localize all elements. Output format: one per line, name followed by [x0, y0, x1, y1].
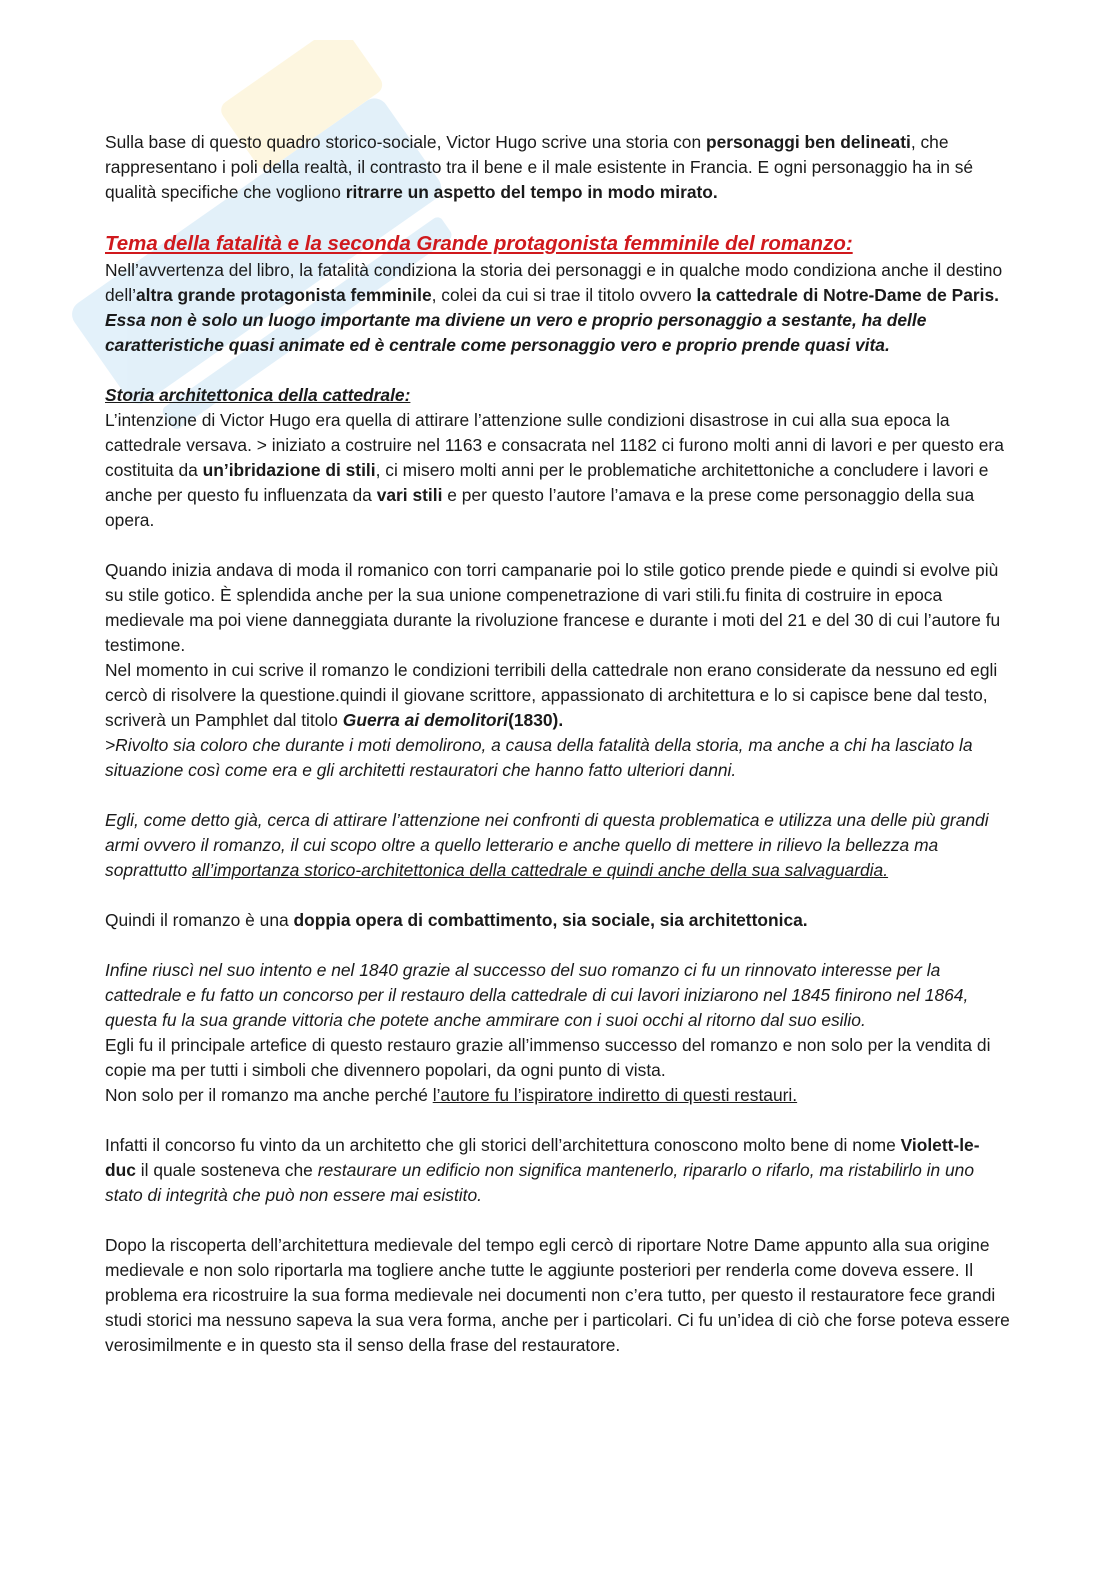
underlined-run: l’autore fu l’ispiratore indiretto di questi restauri.	[432, 1085, 798, 1105]
italic-run: >Rivolto sia coloro che durante i moti demolirono, a causa della fatalità della storia, ma anche a chi ha lasciato la situazione così come era e gli architetti restauratori che hanno fatto ulteriori danni.	[105, 735, 973, 780]
text-run: L’intenzione di Victor Hugo era quella di attirare l’attenzione sulle condizioni disastrose in cui alla sua epoca la cattedrale versava. > iniziato a costruire nel 1163 e consacrata nel 1182 ci furono molti anni di lavori e per questo era costituita da	[105, 410, 1004, 480]
italic-run: Infine riuscì nel suo intento e nel 1840 grazie al successo del suo romanzo ci fu un rinnovato interesse per la cattedrale e fu fatto un concorso per il restauro della cattedrale di cui lavori iniziarono nel 1845 finirono nel 1864, questa fu la sua grande vittoria che potete anche ammirare con i suoi occhi al ritorno dal suo esilio.	[105, 960, 969, 1030]
bold-run: un’ibridazione di stili	[202, 460, 376, 480]
paragraph-riscoperta	[105, 1233, 1010, 1358]
text-run: Sulla base di questo quadro storico-sociale, Victor Hugo scrive una storia con	[105, 132, 706, 152]
bold-run: ritrarre un aspetto del tempo in modo mirato.	[345, 182, 718, 202]
underlined-run: all’importanza storico-architettonica della cattedrale e quindi anche della sua salvaguardia.	[192, 860, 889, 880]
bold-run: vari stili	[376, 485, 443, 505]
section-heading-fatalita: Tema della fatalità e la seconda Grande protagonista femminile del romanzo:	[105, 232, 853, 255]
text-run: Egli fu il principale artefice di questo restauro grazie all’immenso successo del romanzo e non solo per la vendita di copie ma per tutti i simboli che divennero popolari, da ogni punto di vista.	[105, 1035, 991, 1080]
text-run: Dopo la riscoperta dell’architettura medievale del tempo egli cercò di riportare Notre Dame appunto alla sua origine medievale e non solo riportarla ma togliere anche tutte le aggiunte posteriori per renderla come doveva essere. Il problema era ricostruire la sua forma medievale nei documenti non c’era tutto, per questo il restauratore fece grandi studi storici ma nessuno sapeva la sua vera forma, anche per i particolari. Ci fu un’idea di ciò che forse poteva essere verosimilmente e in questo sta il senso della frase del restauratore.	[105, 1235, 1010, 1355]
paragraph-intro	[105, 130, 1010, 205]
text-run: Non solo per il romanzo ma anche perché	[105, 1085, 433, 1105]
document-page	[105, 130, 1010, 1358]
text-run: Infatti il concorso fu vinto da un architetto che gli storici dell’architettura conoscono molto bene di nome	[105, 1135, 901, 1155]
italic-run: restaurare un edificio non significa mantenerlo, ripararlo o rifarlo, ma ristabilirlo in uno stato di integrità che può non essere mai esistito.	[105, 1160, 975, 1205]
text-run: e per questo l’autore l’amava e la prese come personaggio della sua opera.	[105, 485, 975, 530]
paragraph-fatalita	[105, 258, 1010, 358]
paragraph-doppia-opera	[105, 908, 1010, 933]
italic-run: Egli, come detto già, cerca di attirare l’attenzione nei confronti di questa problematica e utilizza una delle più grandi armi ovvero il romanzo, il cui scopo oltre a quello letterario e anche quello di mettere in rilievo la bellezza ma soprattutto	[105, 810, 989, 880]
text-run: il quale sosteneva che	[135, 1160, 318, 1180]
text-run: Nel momento in cui scrive il romanzo le condizioni terribili della cattedrale non erano considerate da nessuno ed egli cercò di risolvere la questione.quindi il giovane scrittore, appassionato di architettura e lo si capisce bene dal testo, scriverà un Pamphlet dal titolo	[105, 660, 998, 730]
paragraph-restauro	[105, 958, 1010, 1108]
paragraph-storia	[105, 408, 1010, 533]
text-run: , ci misero molti anni per le problematiche architettoniche a concludere i lavori e anche per questo fu influenzata da	[105, 460, 989, 505]
bold-run: personaggi ben delineati	[705, 132, 911, 152]
paragraph-romanico	[105, 558, 1010, 783]
text-run: Quindi il romanzo è una	[105, 910, 294, 930]
bold-run: (1830).	[508, 710, 564, 730]
bold-run: doppia opera di combattimento, sia sociale, sia architettonica.	[293, 910, 808, 930]
bold-run: la cattedrale di Notre-Dame de Paris.	[696, 285, 1000, 305]
bold-run: Violett-le-duc	[105, 1135, 980, 1180]
text-run: , colei da cui si trae il titolo ovvero	[431, 285, 697, 305]
bold-run: altra grande protagonista femminile	[135, 285, 432, 305]
paragraph-violett-le-duc	[105, 1133, 1010, 1208]
text-run: Quando inizia andava di moda il romanico con torri campanarie poi lo stile gotico prende piede e quindi si evolve più su stile gotico. È splendida anche per la sua unione compenetrazione di vari stili.fu finita di costruire in epoca medievale ma poi viene danneggiata durante la rivoluzione francese e durante i moti del 21 e del 30 di cui l’autore fu testimone.	[105, 560, 1001, 655]
text-run: Nell’avvertenza del libro, la fatalità condiziona la storia dei personaggi e in qualche modo condiziona anche il destino dell’	[105, 260, 1003, 305]
paragraph-romanzo-arma	[105, 808, 1010, 883]
pamphlet-title: Guerra ai demolitori	[342, 710, 509, 730]
bold-italic-run: Essa non è solo un luogo importante ma diviene un vero e proprio personaggio a sestante, ha delle caratteristiche quasi animate ed è centrale come personaggio vero e proprio prende quasi vita.	[105, 310, 927, 355]
text-run: , che rappresentano i poli della realtà, il contrasto tra il bene e il male esistente in Francia. E ogni personaggio ha in sé qualità specifiche che vogliono	[105, 132, 974, 202]
section-heading-storia: Storia architettonica della cattedrale:	[105, 385, 411, 405]
